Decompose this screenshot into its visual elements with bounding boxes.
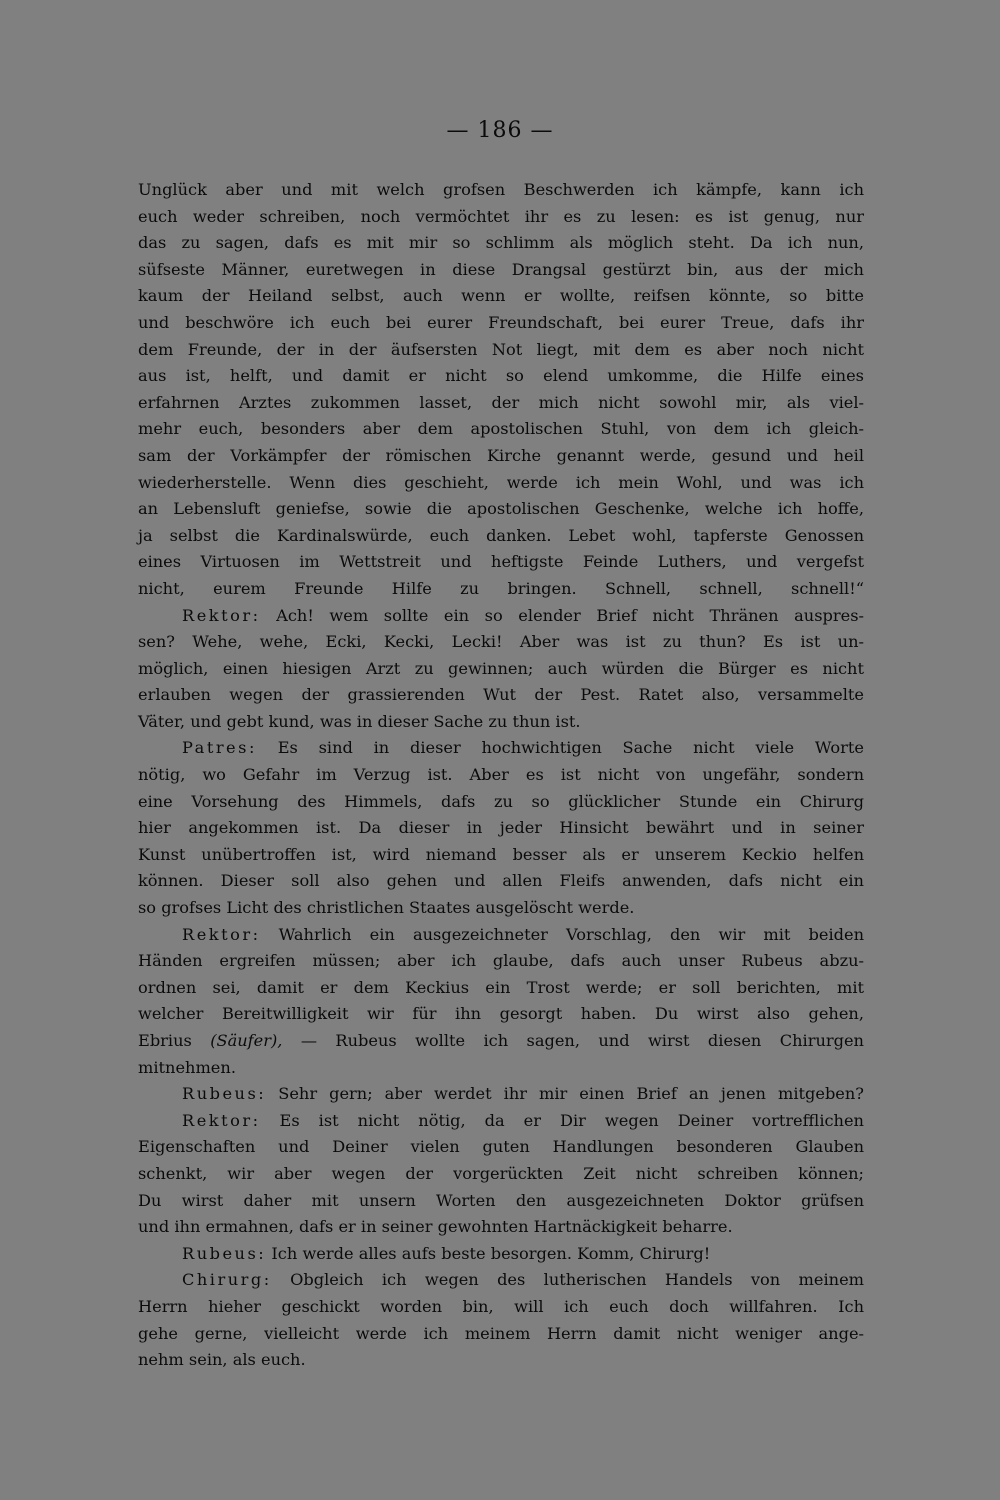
- text-fragment: — Rubeus wollte ich sagen, und wirst diesen Chirurgen: [300, 1031, 864, 1050]
- text-line: hier angekommen ist. Da dieser in jeder Hinsicht bewährt und in seiner: [138, 818, 864, 838]
- text-line: eines Virtuosen im Wettstreit und heftigste Feinde Luthers, und vergefst: [138, 552, 864, 572]
- italic-gloss: (Säufer),: [210, 1031, 283, 1050]
- text-fragment: Ach! wem sollte ein so elender Brief nicht Thränen auspres-: [276, 605, 864, 625]
- text-line: süfseste Männer, euretwegen in diese Drangsal gestürzt bin, aus der mich: [138, 259, 864, 279]
- text-line: schenkt, wir aber wegen der vorgerückten Zeit nicht schreiben können;: [138, 1163, 864, 1183]
- text-line: sen? Wehe, wehe, Ecki, Kecki, Lecki! Aber was ist zu thun? Es ist un-: [138, 632, 864, 652]
- text-line: wiederherstelle. Wenn dies geschieht, werde ich mein Wohl, und was ich: [138, 472, 864, 492]
- text-line: mehr euch, besonders aber dem apostolischen Stuhl, von dem ich gleich-: [138, 419, 864, 439]
- text-line: [138, 1108, 864, 1135]
- text-line: und ihn ermahnen, dafs er in seiner gewohnten Hartnäckigkeit beharre.: [138, 1217, 733, 1237]
- text-line: so grofses Licht des christlichen Staates ausgelöscht werde.: [138, 898, 635, 918]
- text-line: können. Dieser soll also gehen und allen Fleifs anwenden, dafs nicht ein: [138, 871, 864, 891]
- text-line: [138, 735, 864, 762]
- text-fragment: Es sind in dieser hochwichtigen Sache nicht viele Worte: [277, 738, 864, 758]
- text-line: Väter, und gebt kund, was in dieser Sache zu thun ist.: [138, 711, 581, 731]
- paragraph-rektor-2: [138, 922, 864, 1082]
- text-line: [138, 1081, 864, 1108]
- text-fragment: Obgleich ich wegen des lutherischen Handels von meinem: [290, 1270, 864, 1290]
- text-line: nehm sein, als euch.: [138, 1350, 306, 1370]
- text-line: eine Vorsehung des Himmels, dafs zu so glücklicher Stunde ein Chirurg: [138, 791, 864, 811]
- body-text: [138, 177, 864, 1374]
- text-line: ordnen sei, damit er dem Keckius ein Trost werde; er soll berichten, mit: [138, 977, 864, 997]
- text-line: [138, 1241, 864, 1268]
- text-line: mitnehmen.: [138, 1057, 236, 1077]
- text-fragment: Sehr gern; aber werdet ihr mir einen Brief an jenen mitgeben?: [278, 1084, 864, 1104]
- speaker-label: Rubeus:: [182, 1084, 267, 1104]
- text-line: möglich, einen hiesigen Arzt zu gewinnen; auch würden die Bürger es nicht: [138, 658, 864, 678]
- text-fragment: Ebrius: [138, 1031, 192, 1050]
- text-line: nötig, wo Gefahr im Verzug ist. Aber es ist nicht von ungefähr, sondern: [138, 765, 864, 785]
- text-line: nicht, eurem Freunde Hilfe zu bringen. Schnell, schnell, schnell!“: [138, 578, 864, 598]
- speaker-label: Rektor:: [182, 1110, 261, 1130]
- speaker-label: Rektor:: [182, 605, 261, 625]
- paragraph-chirurg: [138, 1267, 864, 1373]
- text-line: [138, 603, 864, 630]
- text-line: euch weder schreiben, noch vermöchtet ihr es zu lesen: es ist genug, nur: [138, 206, 864, 226]
- text-fragment: Es ist nicht nötig, da er Dir wegen Deiner vortrefflichen: [279, 1110, 864, 1130]
- paragraph-rubeus-1: [138, 1081, 864, 1108]
- speaker-label: Rubeus:: [182, 1243, 267, 1263]
- text-line: sam der Vorkämpfer der römischen Kirche genannt werde, gesund und heil: [138, 445, 864, 465]
- text-line: an Lebensluft geniefse, sowie die apostolischen Geschenke, welche ich hoffe,: [138, 499, 864, 519]
- text-line: welcher Bereitwilligkeit wir für ihn gesorgt haben. Du wirst also gehen,: [138, 1004, 864, 1024]
- text-line: ja selbst die Kardinalswürde, euch danken. Lebet wohl, tapferste Genossen: [138, 525, 864, 545]
- text-line: gehe gerne, vielleicht werde ich meinem Herrn damit nicht weniger ange-: [138, 1323, 864, 1343]
- paragraph-rektor-3: [138, 1108, 864, 1241]
- paragraph-letter-end: [138, 177, 864, 603]
- text-line: erfahrnen Arztes zukommen lasset, der mich nicht sowohl mir, als viel-: [138, 392, 864, 412]
- text-fragment: Ich werde alles aufs beste besorgen. Komm, Chirurg!: [271, 1243, 711, 1263]
- speaker-label: Patres:: [182, 738, 257, 758]
- speaker-label: Chirurg:: [182, 1270, 272, 1290]
- text-line: Händen ergreifen müssen; aber ich glaube, dafs auch unser Rubeus abzu-: [138, 951, 864, 971]
- text-line: und beschwöre ich euch bei eurer Freundschaft, bei eurer Treue, dafs ihr: [138, 312, 864, 332]
- text-line: [138, 1267, 864, 1294]
- text-line: Herrn hieher geschickt worden bin, will ich euch doch willfahren. Ich: [138, 1296, 864, 1316]
- text-line: Eigenschaften und Deiner vielen guten Handlungen besonderen Glauben: [138, 1137, 864, 1157]
- speaker-label: Rektor:: [182, 924, 261, 944]
- text-line: dem Freunde, der in der äufsersten Not liegt, mit dem es aber noch nicht: [138, 339, 864, 359]
- text-line: erlauben wegen der grassierenden Wut der Pest. Ratet also, versammelte: [138, 685, 864, 705]
- text-line: Unglück aber und mit welch grofsen Beschwerden ich kämpfe, kann ich: [138, 180, 864, 199]
- text-line: [138, 922, 864, 949]
- page-number: — 186 —: [446, 118, 554, 143]
- text-line: Du wirst daher mit unsern Worten den ausgezeichneten Doktor grüfsen: [138, 1190, 864, 1210]
- text-line: kaum der Heiland selbst, auch wenn er wollte, reifsen könnte, so bitte: [138, 286, 864, 306]
- text-fragment: Wahrlich ein ausgezeichneter Vorschlag, den wir mit beiden: [278, 924, 864, 944]
- text-line: das zu sagen, dafs es mit mir so schlimm als möglich steht. Da ich nun,: [138, 233, 864, 253]
- text-line: Kunst unübertroffen ist, wird niemand besser als er unserem Keckio helfen: [138, 844, 864, 864]
- paragraph-rubeus-2: [138, 1241, 864, 1268]
- text-line: [138, 1028, 864, 1055]
- paragraph-patres: [138, 735, 864, 921]
- paragraph-rektor-1: [138, 603, 864, 736]
- text-line: aus ist, helft, und damit er nicht so elend umkomme, die Hilfe eines: [138, 366, 864, 386]
